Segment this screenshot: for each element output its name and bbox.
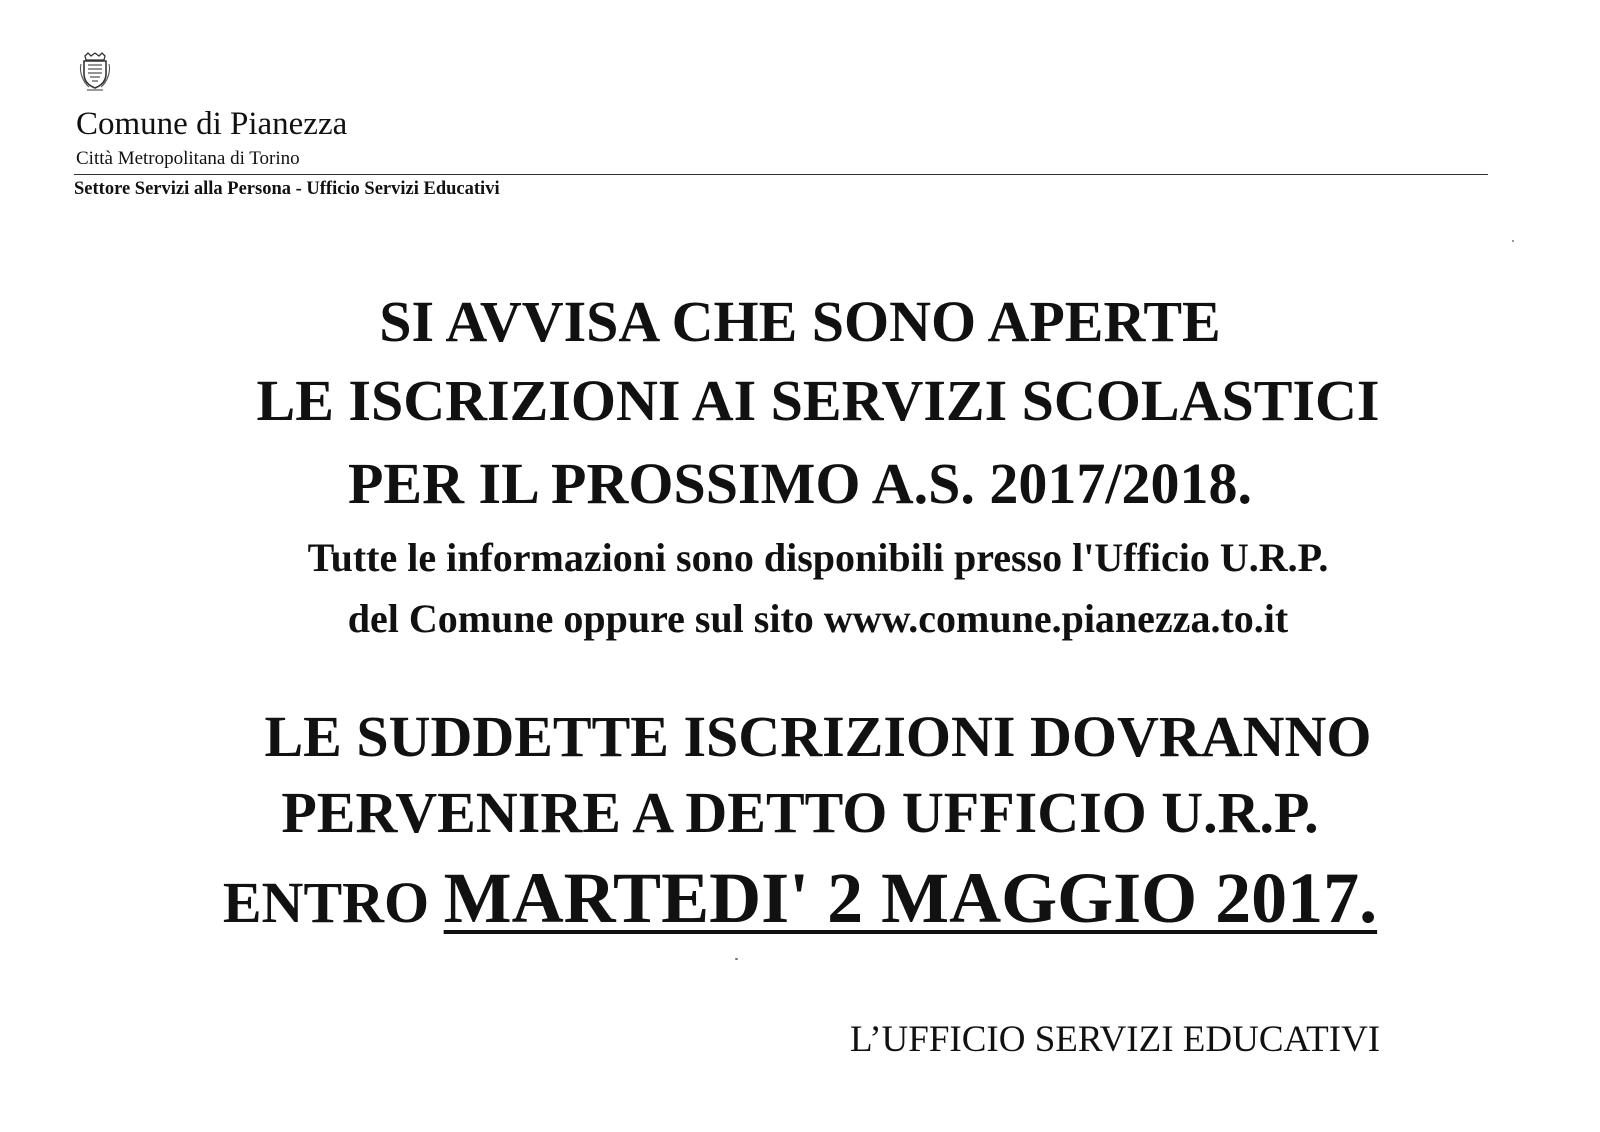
org-name: Comune di Pianezza <box>76 106 348 142</box>
deadline-prefix: ENTRO <box>222 870 444 935</box>
coat-of-arms-icon <box>78 52 112 92</box>
signature: L’UFFICIO SERVIZI EDUCATIVI <box>850 1019 1381 1060</box>
deadline-date: MARTEDI' 2 MAGGIO 2017. <box>443 858 1378 938</box>
notice-headline-line-2: LE ISCRIZIONI AI SERVIZI SCOLASTICI <box>256 368 1380 433</box>
deadline-statement <box>0 858 1600 943</box>
info-line-1: Tutte le informazioni sono disponibili presso l'Ufficio U.R.P. <box>307 535 1329 580</box>
notice-headline-line-1: SI AVVISA CHE SONO APERTE <box>379 289 1221 354</box>
scan-speck <box>1512 240 1514 242</box>
info-line-2: del Comune oppure sul sito www.comune.pianezza.to.it <box>347 596 1289 641</box>
deadline-line-1: LE SUDDETTE ISCRIZIONI DOVRANNO <box>264 704 1372 769</box>
header-divider <box>74 174 1488 175</box>
scan-speck <box>735 958 738 960</box>
department-name: Settore Servizi alla Persona - Ufficio Servizi Educativi <box>74 179 500 199</box>
deadline-line-2: PERVENIRE A DETTO UFFICIO U.R.P. <box>281 780 1319 845</box>
notice-headline-line-3: PER IL PROSSIMO A.S. 2017/2018. <box>348 451 1252 516</box>
org-subtitle: Città Metropolitana di Torino <box>76 148 300 169</box>
